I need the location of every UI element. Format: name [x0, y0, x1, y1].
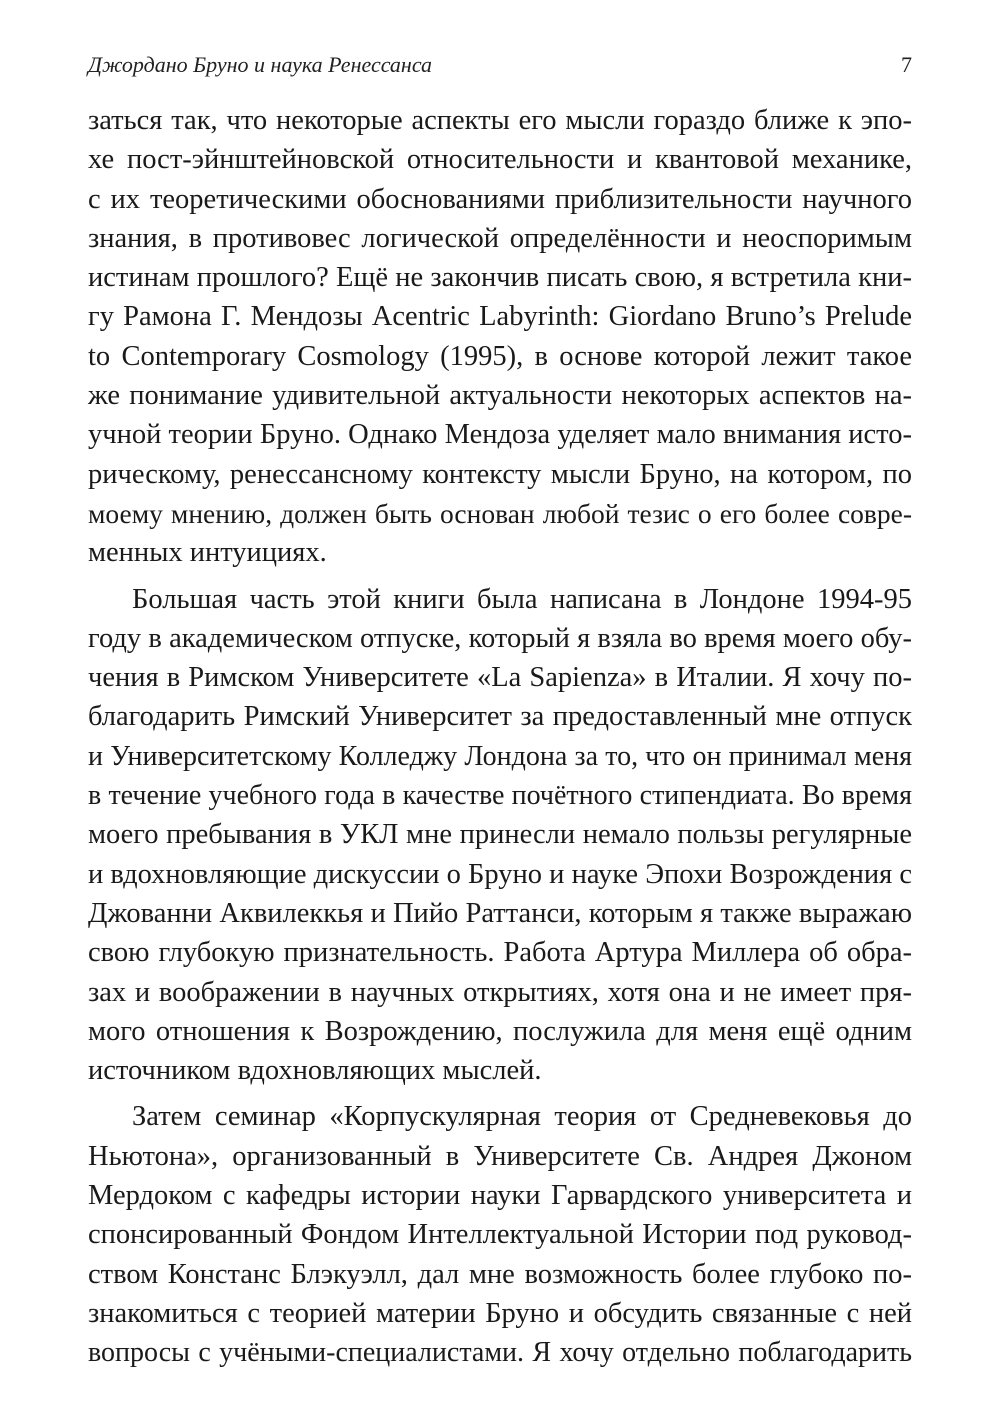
text-line: мого отношения к Возрождению, послужила для меня ещё одним: [88, 1015, 912, 1047]
paragraph-1: [88, 101, 912, 573]
text-line: гу Рамона Г. Мендозы Acentric Labyrinth: Giordano Bruno’s Prelude: [88, 301, 912, 333]
text-line: источником вдохновляющих мыслей.: [88, 1055, 542, 1087]
text-line: свою глубокую признательность. Работа Артура Миллера об обра-: [88, 937, 912, 969]
running-head: Джордано Бруно и наука Ренессанса: [88, 52, 433, 77]
text-line: знакомиться с теорией материи Бруно и обсудить связанные с ней: [88, 1297, 912, 1329]
text-line: Ньютона», организованный в Университете Св. Андрея Джоном: [88, 1140, 912, 1172]
text-line: to Contemporary Cosmology (1995), в основе которой лежит такое: [88, 340, 912, 372]
paragraph-3: [88, 1097, 912, 1372]
paragraph-gap: [88, 573, 912, 580]
text-line: же понимание удивительной актуальности некоторых аспектов на-: [88, 380, 912, 412]
text-line: хе пост-эйнштейновской относительности и квантовой механике,: [88, 144, 912, 176]
text-line: вопросы с учёными-специалистами. Я хочу отдельно поблагодарить: [88, 1337, 912, 1369]
text-line: спонсированный Фондом Интеллектуальной Истории под руковод-: [88, 1219, 912, 1251]
text-line: знания, в противовес логической определённости и неоспоримым: [88, 222, 912, 254]
text-line: с их теоретическими обоснованиями приблизительности научного: [88, 183, 912, 215]
text-line: благодарить Римский Университет за предоставленный мне отпуск: [88, 701, 912, 733]
paragraph-2: [88, 580, 912, 1091]
text-line: ством Констанс Блэкуэлл, дал мне возможность более глубоко по-: [88, 1258, 912, 1290]
text-line: заться так, что некоторые аспекты его мысли гораздо ближе к эпо-: [88, 105, 912, 136]
page-header: [88, 52, 912, 82]
text-line: и Университетскому Колледжу Лондона за то, что он принимал меня: [88, 740, 912, 772]
text-line: Большая часть этой книги была написана в Лондоне 1994-95: [132, 583, 912, 615]
text-line: моему мнению, должен быть основан любой тезис о его более совре-: [88, 497, 912, 529]
text-line: истинам прошлого? Ещё не закончив писать свою, я встретила кни-: [88, 262, 912, 294]
text-line: году в академическом отпуске, который я взяла во время моего обу-: [88, 622, 912, 654]
paragraph-gap: [88, 1090, 912, 1097]
text-line: Джованни Аквилеккья и Пийо Раттанси, которым я также выражаю: [88, 897, 912, 929]
text-line: зах и воображении в научных открытиях, хотя она и не имеет пря-: [88, 976, 912, 1008]
text-line: Мердоком с кафедры истории науки Гарвардского университета и: [88, 1180, 912, 1212]
text-line: моего пребывания в УКЛ мне принесли немало пользы регулярные: [88, 819, 912, 851]
text-line: Затем семинар «Корпускулярная теория от Средневековья до: [132, 1101, 912, 1133]
page-number: 7: [901, 52, 912, 77]
text-line: менных интуициях.: [88, 537, 327, 569]
body-text: [88, 101, 912, 1373]
text-line: и вдохновляющие дискуссии о Бруно и науке Эпохи Возрождения с: [88, 858, 912, 890]
text-line: в течение учебного года в качестве почётного стипендиата. Во время: [88, 780, 912, 812]
text-line: рическому, ренессансному контексту мысли Бруно, на котором, по: [88, 458, 912, 490]
text-line: чения в Римском Университете «La Sapienza» в Италии. Я хочу по-: [88, 662, 912, 694]
text-line: учной теории Бруно. Однако Мендоза уделяет мало внимания исто-: [88, 419, 912, 451]
